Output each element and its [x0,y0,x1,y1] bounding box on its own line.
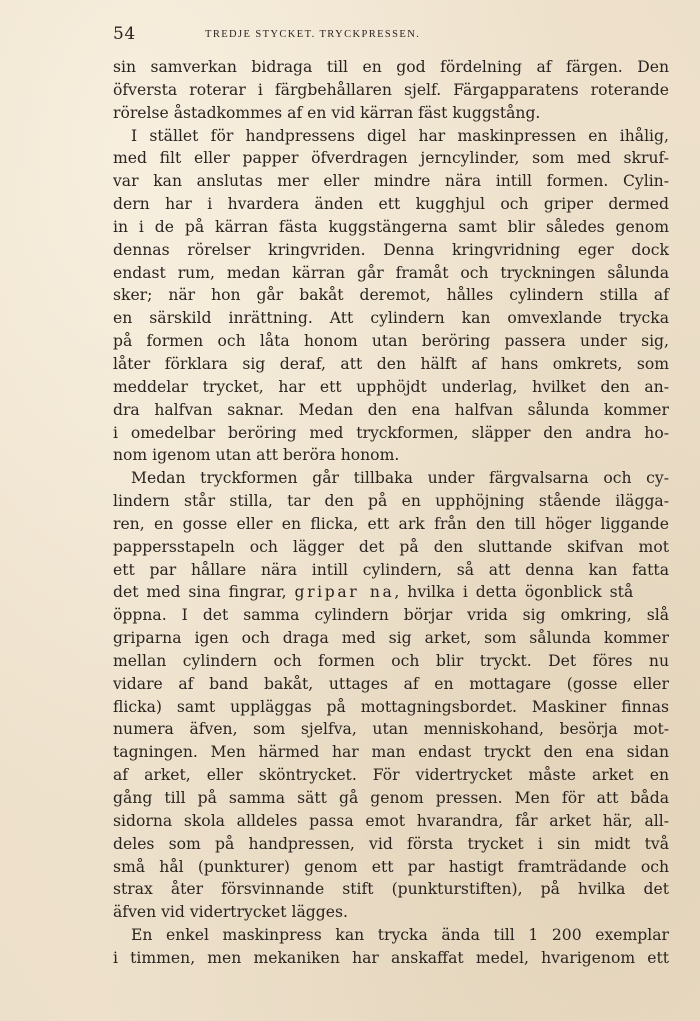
text-line: griparna igen och draga med sig arket, som sålunda kommer [113,629,669,648]
text-line: i timmen, men mekaniken har anskaffat medel, hvarigenom ett [113,948,669,967]
page-number: 54 [113,24,136,44]
text-line: lindern står stilla, tar den på en upphöjning stående iläggа- [113,492,669,511]
text-line: meddelar trycket, har ett upphöjdt underlag, hvilket den an- [113,377,669,396]
text-line: strax åter försvinnande stift (punkturstiften), på hvilka det [113,880,669,899]
text-line: en särskild inrättning. Att cylindern kan omvexlande trycka [113,309,669,328]
text-line: deles som på handpressen, vid första trycket i sin midt två [113,834,669,853]
text-line: vidare af band bakåt, uttages af en mottagare (gosse eller [113,674,669,693]
text-line: på formen och låta honom utan beröring passera under sig, [113,332,669,351]
text-line: ren, en gosse eller en flicka, ett ark från den till höger liggande [113,514,669,533]
text-line: sin samverkan bidraga till en god fördelning af färgen. Den [113,58,669,76]
text-line: mellan cylindern och formen och blir tryckt. Det föres nu [113,651,669,670]
text-line: sker; när hon går bakåt deremot, hålles cylindern stilla af [113,286,669,305]
text-line: öppna. I det samma cylindern börjar vrida sig omkring, slå [113,606,669,625]
text-line: ett par hållare nära intill cylindern, så att denna kan fatta [113,560,669,579]
page-header [113,24,666,46]
text-line: numera äfven, som sjelfva, utan menniskohand, besörja mot- [113,720,669,739]
text-line: sidorna skola alldeles passa emot hvarandra, får arket här, all- [113,811,669,830]
body-text [113,56,669,970]
text-fragment: det med sina fingrar, [113,583,287,602]
text-line: dennas rörelser kringvriden. Denna kringvridning eger dock [113,240,669,259]
text-line-spaced [113,581,669,604]
text-fragment: , hvilka i detta ögonblick stå [394,583,634,602]
text-line: var kan anslutas mer eller mindre nära intill formen. Cylin- [113,172,669,191]
text-line: in i de på kärran fästa kuggstängerna samt blir således genom [113,217,669,236]
text-line: nom igenom utan att beröra honom. [113,446,400,465]
text-line: flicka) samt uppläggas på mottagningsbordet. Maskiner finnas [113,697,669,716]
text-line: pappersstapeln och lägger det på den sluttande skifvan mot [113,537,669,556]
text-line: rörelse åstadkommes af en vid kärran fäst kuggstång. [113,103,541,122]
text-line: af arket, eller sköntrycket. För vidertrycket måste arket en [113,766,669,785]
text-line: dra halfvan saknar. Medan den ena halfvan sålunda kommer [113,400,669,419]
text-line: låter förklara sig deraf, att den hälft af hans omkrets, som [113,354,669,373]
text-line: endast rum, medan kärran går framåt och tryckningen sålunda [113,263,669,282]
text-line: En enkel maskinpress kan trycka ända till 1 200 exemplar [131,926,669,945]
text-line: I stället för handpressens digel har maskinpressen en ihålig, [131,126,669,145]
text-line: små hål (punkturer) genom ett par hastigt framträdande och [113,857,669,876]
text-line: i omedelbar beröring med tryckformen, släpper den andra ho- [113,423,669,442]
text-line: med filt eller papper öfverdragen jerncylinder, som med skruf- [113,149,669,168]
spaced-term: gripar na [294,583,395,602]
text-line: äfven vid vidertrycket lägges. [113,903,348,922]
running-head: TREDJE STYCKET. TRYCKPRESSEN. [205,29,421,40]
text-line: dern har i hvardera änden ett kugghjul och griper dermed [113,195,669,214]
text-line: gång till på samma sätt gå genom pressen. Men för att båda [113,789,669,807]
text-line: öfversta roterar i färgbehållaren sjelf. Färgapparatens roterande [113,80,669,99]
text-line: Medan tryckformen går tillbaka under färgvalsarna och cy- [131,469,669,488]
text-line: tagningen. Men härmed har man endast tryckt den ena sidan [113,743,669,762]
